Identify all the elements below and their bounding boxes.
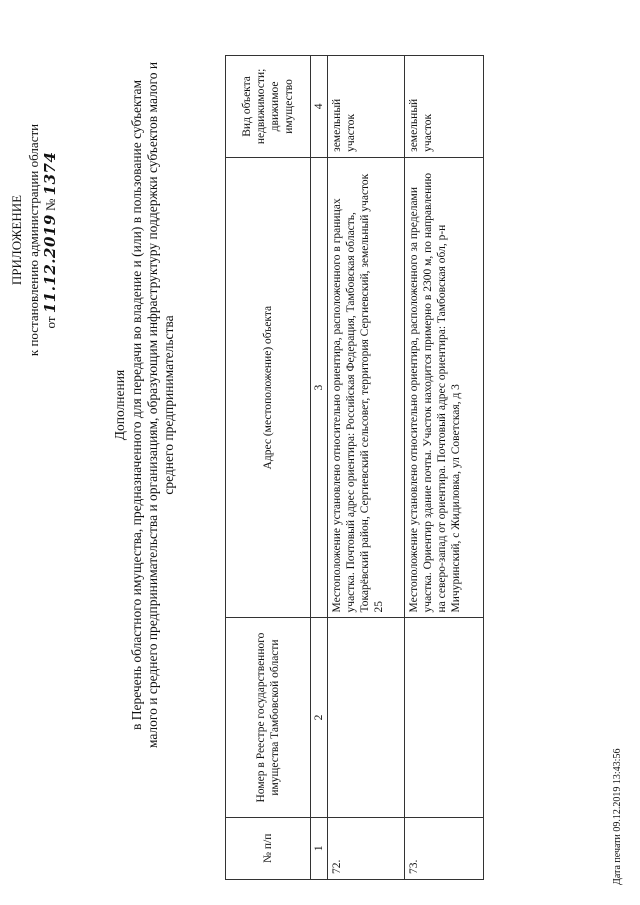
appendix-header bbox=[8, 30, 59, 450]
row-address: Местоположение установлено относительно ориентира, расположенного за пределами участка. Ориентир здание почты. Участок находится примерно в 2300 м, по направлению на северо-запад от ориентира. Почтовый адрес ориентира: Тамбовская обл, р-н Мичуринский, с Жидиловка, ул Советская, д 3 bbox=[405, 157, 484, 618]
row-number: 73. bbox=[405, 817, 484, 879]
row-kind: земельный участок bbox=[405, 56, 484, 158]
handwritten-date: 11.12.2019 bbox=[41, 214, 59, 314]
title-line-1: в Перечень областного имущества, предназначенного для передачи во владение и (или) в пользование субъектам bbox=[129, 79, 144, 731]
title-line-2: малого и среднего предпринимательства и организациям, образующим инфраструктуру поддержки субъектов малого и bbox=[145, 61, 160, 749]
number-sign: № bbox=[43, 198, 58, 211]
table-row bbox=[328, 56, 405, 880]
row-registry bbox=[405, 618, 484, 817]
row-number: 72. bbox=[328, 817, 405, 879]
title-heading: Дополнения bbox=[112, 369, 127, 441]
row-kind: земельный участок bbox=[328, 56, 405, 158]
column-number: 3 bbox=[311, 157, 328, 618]
handwritten-number: 1374 bbox=[41, 151, 59, 196]
document-title bbox=[112, 55, 177, 755]
header-registry: Номер в Реестре государственного имущества Тамбовской области bbox=[226, 618, 311, 817]
column-number: 1 bbox=[311, 817, 328, 879]
property-table bbox=[225, 55, 484, 880]
appendix-from-label: от bbox=[43, 316, 58, 329]
row-registry bbox=[328, 618, 405, 817]
header-address: Адрес (местоположение) объекта bbox=[226, 157, 311, 618]
column-numbers-row bbox=[311, 56, 328, 880]
appendix-date-line bbox=[42, 30, 59, 450]
appendix-title: ПРИЛОЖЕНИЕ bbox=[9, 194, 24, 286]
row-address: Местоположение установлено относительно ориентира, расположенного в границах участка. Почтовый адрес ориентира: Российская Федерация, Тамбовская область, Токарёвский район, Сергиевский сельсовет, территория Сергиевский, земельный участок 25 bbox=[328, 157, 405, 618]
table-header-row bbox=[226, 56, 311, 880]
table-row bbox=[405, 56, 484, 880]
header-kind: Вид объекта недвижимости; движимое имущество bbox=[226, 56, 311, 158]
appendix-decree-line: к постановлению администрации области bbox=[26, 123, 41, 357]
title-line-3: среднего предпринимательства bbox=[161, 315, 176, 495]
column-number: 4 bbox=[311, 56, 328, 158]
column-number: 2 bbox=[311, 618, 328, 817]
print-date: Дата печати 09.12.2019 13:43:56 bbox=[612, 748, 623, 885]
header-number: № п/п bbox=[226, 817, 311, 879]
